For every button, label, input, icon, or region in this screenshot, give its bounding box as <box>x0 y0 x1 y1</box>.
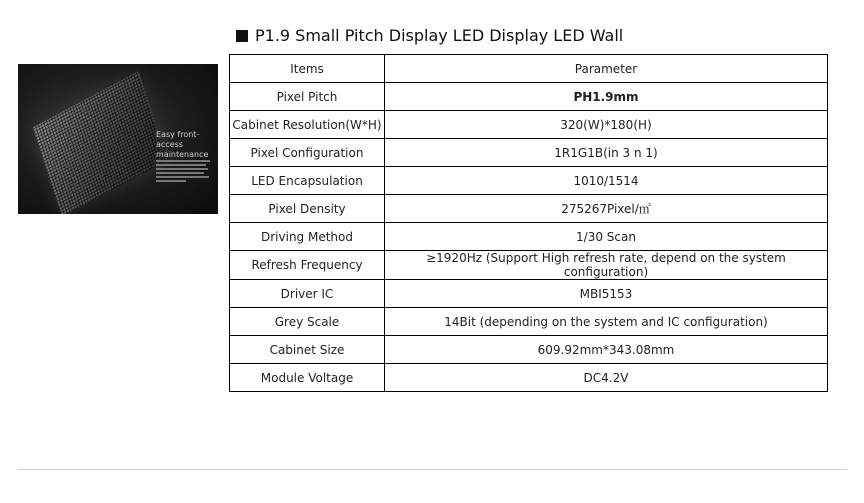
row-value: MBI5153 <box>385 280 828 308</box>
photo-fine-print <box>156 160 212 184</box>
table-row <box>230 308 828 336</box>
row-label: Cabinet Size <box>230 336 385 364</box>
header-parameter: Parameter <box>385 55 828 83</box>
table-row <box>230 139 828 167</box>
table-row <box>230 111 828 139</box>
table-row <box>230 167 828 195</box>
table-row <box>230 280 828 308</box>
table-row <box>230 83 828 111</box>
table-row <box>230 251 828 280</box>
row-value: 14Bit (depending on the system and IC configuration) <box>385 308 828 336</box>
spec-table <box>229 54 828 392</box>
photo-caption: Easy front-access maintenance <box>156 130 209 159</box>
header-items: Items <box>230 55 385 83</box>
row-label: Pixel Density <box>230 195 385 223</box>
row-label: Pixel Pitch <box>230 83 385 111</box>
row-label: Refresh Frequency <box>230 251 385 280</box>
product-photo <box>18 64 218 214</box>
page-title <box>236 26 623 45</box>
footer-divider <box>18 469 847 470</box>
row-value: 609.92mm*343.08mm <box>385 336 828 364</box>
row-value: DC4.2V <box>385 364 828 392</box>
row-label: Cabinet Resolution(W*H) <box>230 111 385 139</box>
table-row <box>230 223 828 251</box>
row-label: Driver IC <box>230 280 385 308</box>
table-row <box>230 195 828 223</box>
square-bullet-icon <box>236 30 248 42</box>
row-value: 320(W)*180(H) <box>385 111 828 139</box>
row-value: 1/30 Scan <box>385 223 828 251</box>
row-value: 275267Pixel/㎡ <box>385 195 828 223</box>
row-value: PH1.9mm <box>385 83 828 111</box>
table-row <box>230 336 828 364</box>
led-module-image <box>33 71 168 214</box>
row-value: 1R1G1B(in 3 n 1) <box>385 139 828 167</box>
row-label: Driving Method <box>230 223 385 251</box>
row-label: Pixel Configuration <box>230 139 385 167</box>
row-label: LED Encapsulation <box>230 167 385 195</box>
row-label: Grey Scale <box>230 308 385 336</box>
page-title-text: P1.9 Small Pitch Display LED Display LED Wall <box>255 26 624 45</box>
table-header-row <box>230 55 828 83</box>
table-row <box>230 364 828 392</box>
row-label: Module Voltage <box>230 364 385 392</box>
row-value: 1010/1514 <box>385 167 828 195</box>
row-value: ≥1920Hz (Support High refresh rate, depend on the system configuration) <box>385 251 828 280</box>
